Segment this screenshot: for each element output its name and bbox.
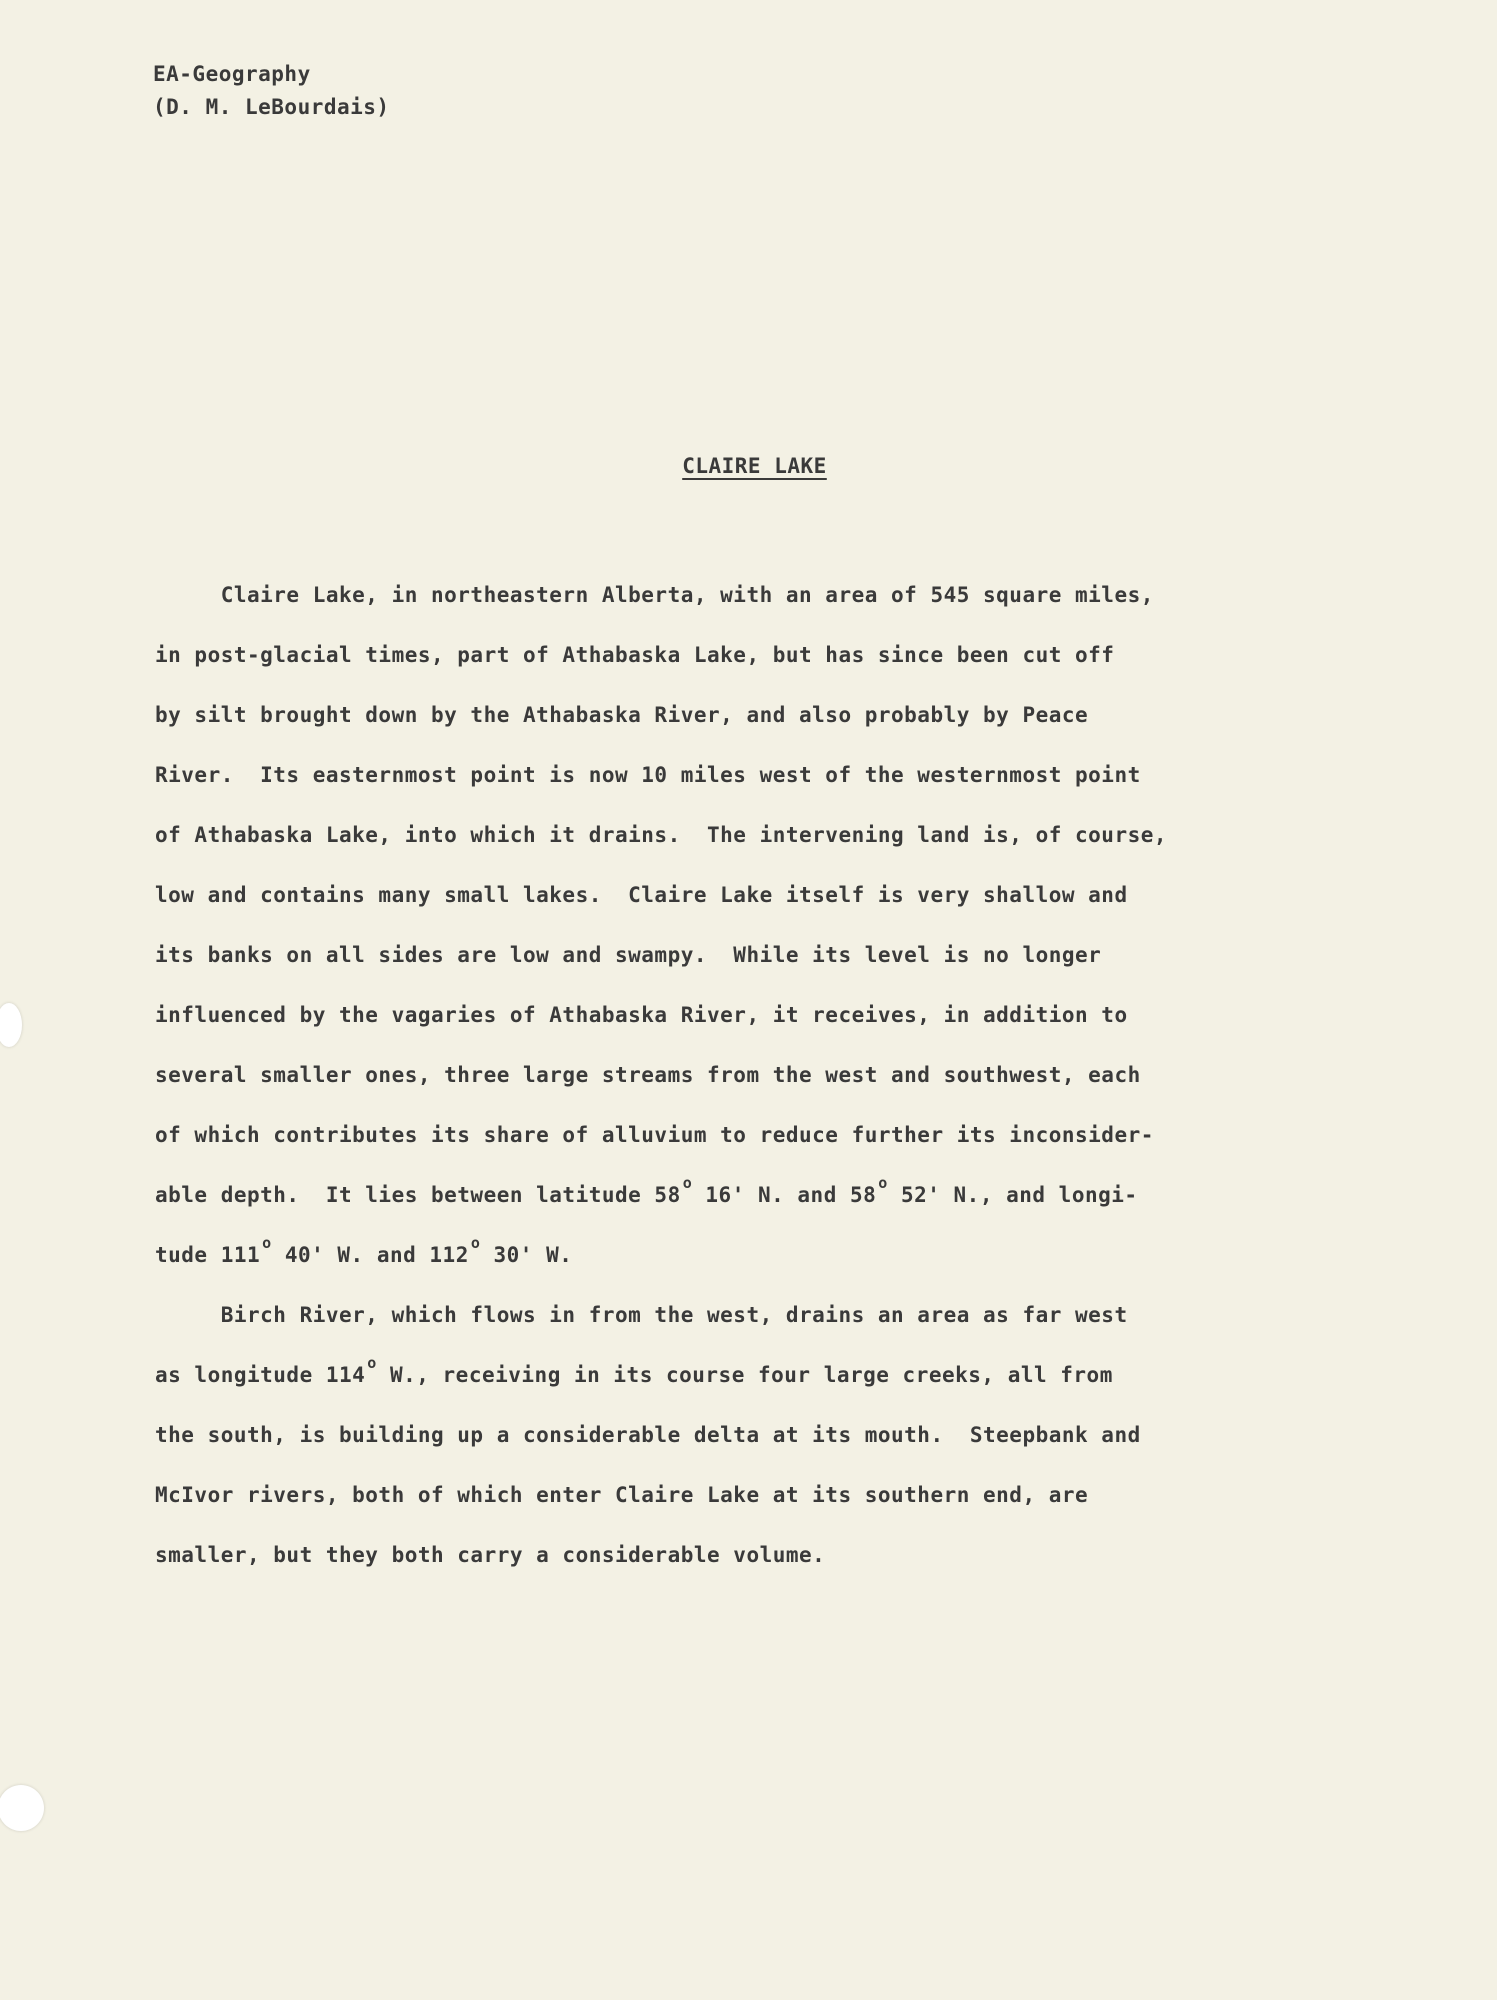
- degree-symbol: o: [262, 1234, 272, 1252]
- text-line: its banks on all sides are low and swampy. While its level is no longer: [155, 943, 1102, 967]
- text-line: Claire Lake, in northeastern Alberta, with an area of 545 square miles,: [155, 583, 1154, 607]
- degree-symbol: o: [470, 1234, 481, 1252]
- text-segment: 40' W. and 112: [271, 1243, 469, 1267]
- text-line: several smaller ones, three large streams from the west and southwest, each: [155, 1063, 1141, 1087]
- text-line: [155, 1234, 1355, 1298]
- punch-hole: [0, 1003, 22, 1047]
- degree-symbol: o: [367, 1354, 377, 1372]
- document-header: [153, 58, 390, 124]
- header-author: (D. M. LeBourdais): [153, 95, 390, 119]
- text-line: smaller, but they both carry a considerable volume.: [155, 1543, 826, 1567]
- text-segment: W., receiving in its course four large creeks, all from: [376, 1363, 1113, 1387]
- text-segment: as longitude 114: [155, 1363, 366, 1387]
- header-subject: EA-Geography: [153, 62, 311, 86]
- body-text: [155, 578, 1355, 1598]
- text-line: low and contains many small lakes. Claire Lake itself is very shallow and: [155, 883, 1128, 907]
- text-line: the south, is building up a considerable delta at its mouth. Steepbank and: [155, 1423, 1141, 1447]
- punch-hole: [0, 1785, 44, 1831]
- text-segment: tude 111: [155, 1243, 261, 1267]
- text-segment: able depth. It lies between latitude 58: [155, 1183, 681, 1207]
- text-line: River. Its easternmost point is now 10 miles west of the westernmost point: [155, 763, 1141, 787]
- text-line: McIvor rivers, both of which enter Claire Lake at its southern end, are: [155, 1483, 1089, 1507]
- text-segment: 16' N. and 58: [692, 1183, 877, 1207]
- text-line: by silt brought down by the Athabaska River, and also probably by Peace: [155, 703, 1089, 727]
- text-line: of Athabaska Lake, into which it drains. The intervening land is, of course,: [155, 823, 1168, 847]
- text-segment: 52' N., and longi-: [887, 1183, 1138, 1207]
- text-segment: 30' W.: [480, 1243, 573, 1267]
- degree-symbol: o: [682, 1174, 693, 1192]
- page-title: CLAIRE LAKE: [682, 454, 827, 478]
- text-line: Birch River, which flows in from the west, drains an area as far west: [155, 1303, 1128, 1327]
- degree-symbol: o: [878, 1174, 888, 1192]
- text-line: in post-glacial times, part of Athabaska Lake, but has since been cut off: [155, 643, 1115, 667]
- text-line: [155, 1174, 1355, 1238]
- text-line: influenced by the vagaries of Athabaska River, it receives, in addition to: [155, 1003, 1128, 1027]
- text-line: [155, 1354, 1355, 1418]
- text-line: of which contributes its share of alluvium to reduce further its inconsider-: [155, 1123, 1154, 1147]
